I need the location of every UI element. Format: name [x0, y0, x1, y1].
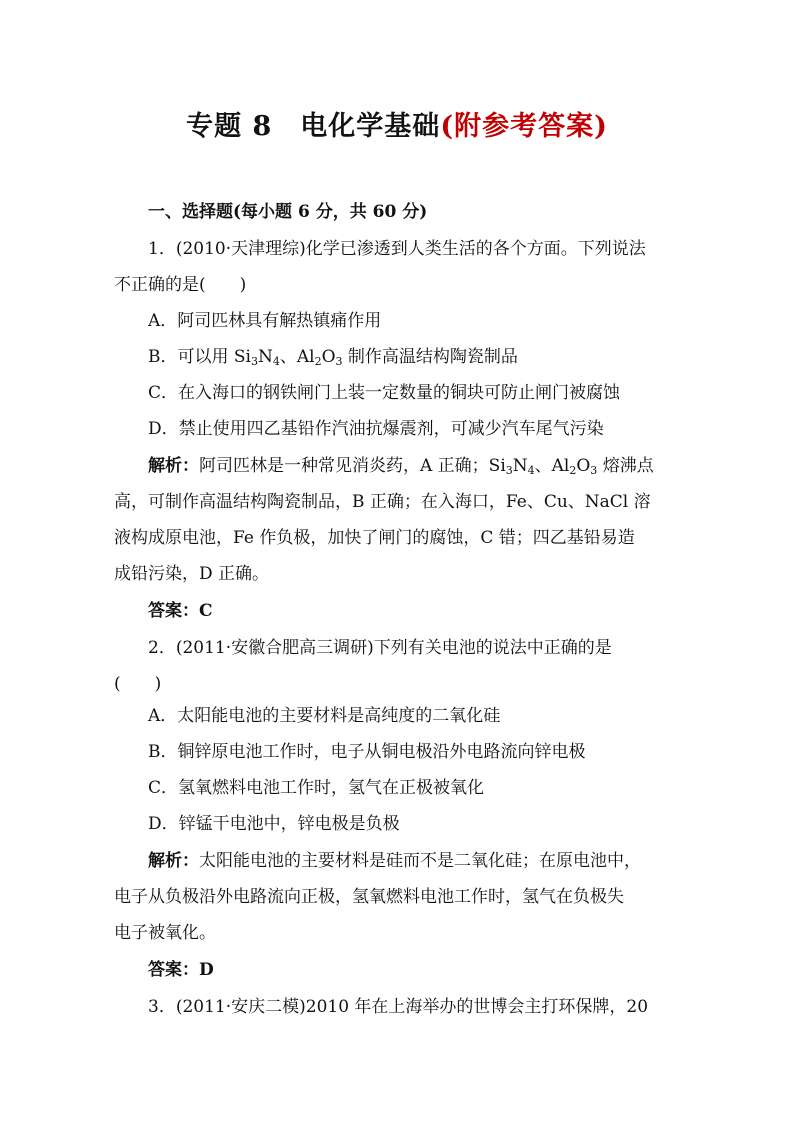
q1-analysis-line4: 成铅污染，D 正确。: [114, 564, 270, 584]
q1-option-a: A．阿司匹林具有解热镇痛作用: [148, 311, 382, 331]
q1-analysis-line1: 解析：阿司匹林是一种常见消炎药，A 正确；$Si_3N_4$、$Al_2O_3$ 熔沸点: [148, 456, 654, 477]
page-title: [0, 104, 794, 143]
title-answer-note: (附参考答案): [440, 111, 608, 142]
section-heading: 一、选择题(每小题 6 分，共 60 分): [148, 202, 428, 222]
q1-option-c: C．在入海口的钢铁闸门上装一定数量的铜块可防止闸门被腐蚀: [148, 383, 621, 403]
q1-analysis-line3: 液构成原电池，Fe 作负极，加快了闸门的腐蚀，C 错；四乙基铅易造: [114, 528, 635, 548]
q1-answer: 答案：C: [148, 601, 213, 621]
q2-option-c: C．氢氧燃料电池工作时，氢气在正极被氧化: [148, 778, 485, 798]
q2-analysis-line1: 解析：太阳能电池的主要材料是硅而不是二氧化硅；在原电池中，: [148, 851, 641, 871]
analysis-label: 解析：: [148, 456, 199, 476]
q2-answer: 答案：D: [148, 960, 214, 980]
q1-option-d: D．禁止使用四乙基铅作汽油抗爆震剂，可减少汽车尾气污染: [148, 419, 604, 439]
q2-stem-line2: ( ): [114, 674, 162, 694]
q2-option-a: A．太阳能电池的主要材料是高纯度的二氧化硅: [148, 706, 501, 726]
q1-option-b: B．可以用 $Si_3N_4$、$Al_2O_3$ 制作高温结构陶瓷制品: [148, 347, 518, 368]
q2-option-b: B．铜锌原电池工作时，电子从铜电极沿外电路流向锌电极: [148, 742, 586, 762]
q1-stem-line2: 不正确的是( ): [114, 275, 247, 295]
title-main: 专题 8 电化学基础: [186, 111, 441, 142]
q2-analysis-line2: 电子从负极沿外电路流向正极，氢氧燃料电池工作时，氢气在负极失: [114, 887, 624, 907]
q2-stem-line1: 2．(2011·安徽合肥高三调研)下列有关电池的说法中正确的是: [148, 638, 612, 658]
q1-stem-line1: 1．(2010·天津理综)化学已渗透到人类生活的各个方面。下列说法: [148, 239, 646, 259]
analysis-label: 解析：: [148, 851, 199, 871]
q2-option-d: D．锌锰干电池中，锌电极是负极: [148, 814, 400, 834]
q3-stem-line1: 3．(2011·安庆二模)2010 年在上海举办的世博会主打环保牌，20: [148, 997, 649, 1017]
q1-analysis-line2: 高，可制作高温结构陶瓷制品，B 正确；在入海口，Fe、Cu、NaCl 溶: [114, 492, 651, 512]
q2-analysis-line3: 电子被氧化。: [114, 923, 216, 943]
